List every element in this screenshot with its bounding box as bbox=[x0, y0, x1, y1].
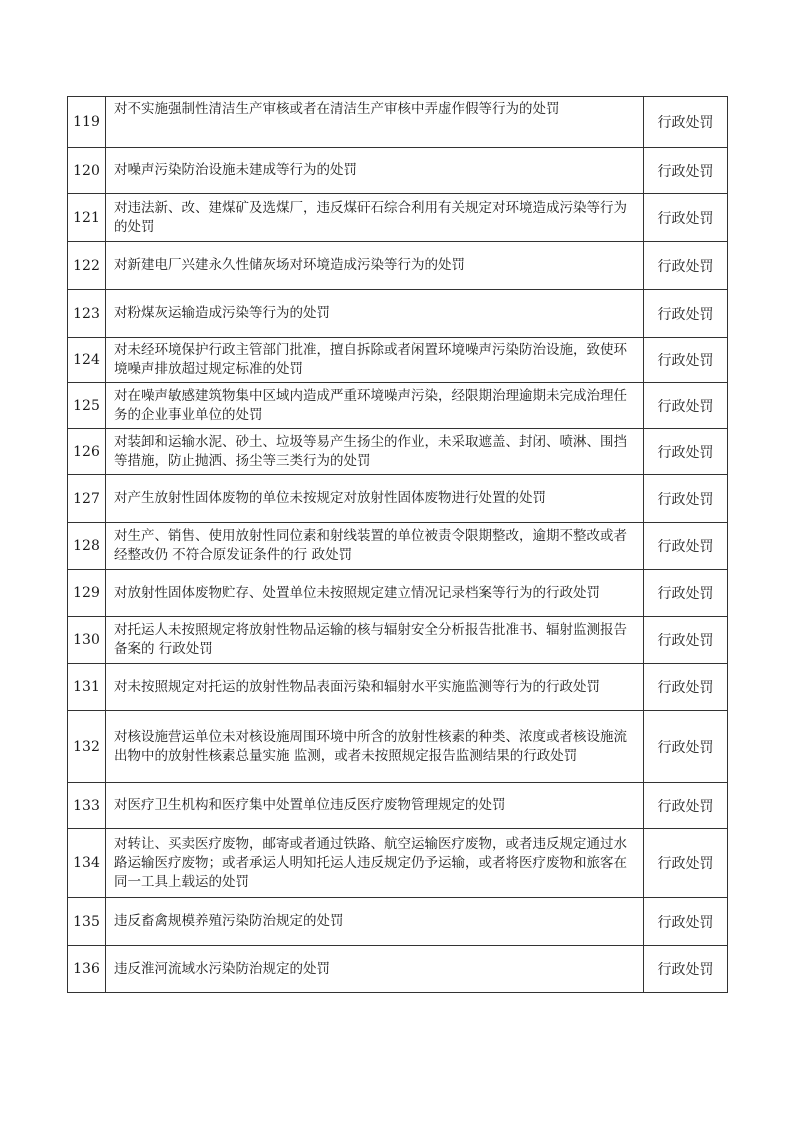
item-type: 行政处罚 bbox=[644, 475, 728, 523]
item-description: 对核设施营运单位未对核设施周围环境中所含的放射性核素的种类、浓度或者核设施流出物中的放射性核素总量实施 监测，或者未按照规定报告监测结果的行政处罚 bbox=[106, 711, 644, 783]
penalty-items-table bbox=[67, 96, 728, 993]
item-type: 行政处罚 bbox=[644, 523, 728, 570]
item-description: 对粉煤灰运输造成污染等行为的处罚 bbox=[106, 290, 644, 338]
item-number: 132 bbox=[68, 711, 106, 783]
item-number: 121 bbox=[68, 194, 106, 242]
item-number: 125 bbox=[68, 383, 106, 429]
item-type: 行政处罚 bbox=[644, 946, 728, 993]
table-row bbox=[68, 829, 728, 898]
item-description: 违反畜禽规模养殖污染防治规定的处罚 bbox=[106, 898, 644, 946]
table-row bbox=[68, 429, 728, 475]
item-type: 行政处罚 bbox=[644, 242, 728, 290]
item-type: 行政处罚 bbox=[644, 664, 728, 711]
item-type: 行政处罚 bbox=[644, 429, 728, 475]
item-number: 133 bbox=[68, 783, 106, 829]
item-number: 127 bbox=[68, 475, 106, 523]
item-type: 行政处罚 bbox=[644, 194, 728, 242]
table-row bbox=[68, 97, 728, 148]
item-number: 136 bbox=[68, 946, 106, 993]
table-row bbox=[68, 617, 728, 664]
table-row bbox=[68, 194, 728, 242]
item-type: 行政处罚 bbox=[644, 383, 728, 429]
table-row bbox=[68, 664, 728, 711]
item-type: 行政处罚 bbox=[644, 783, 728, 829]
item-number: 134 bbox=[68, 829, 106, 898]
item-number: 122 bbox=[68, 242, 106, 290]
item-type: 行政处罚 bbox=[644, 338, 728, 383]
item-description: 对新建电厂兴建永久性储灰场对环境造成污染等行为的处罚 bbox=[106, 242, 644, 290]
item-description: 对转让、买卖医疗废物，邮寄或者通过铁路、航空运输医疗废物，或者违反规定通过水路运输医疗废物；或者承运人明知托运人违反规定仍予运输，或者将医疗废物和旅客在同一工具上载运的处罚 bbox=[106, 829, 644, 898]
item-type: 行政处罚 bbox=[644, 829, 728, 898]
item-number: 124 bbox=[68, 338, 106, 383]
item-number: 135 bbox=[68, 898, 106, 946]
item-type: 行政处罚 bbox=[644, 570, 728, 617]
table-row bbox=[68, 898, 728, 946]
table-row bbox=[68, 783, 728, 829]
item-number: 120 bbox=[68, 148, 106, 194]
item-number: 123 bbox=[68, 290, 106, 338]
item-number: 119 bbox=[68, 97, 106, 148]
item-description: 对噪声污染防治设施未建成等行为的处罚 bbox=[106, 148, 644, 194]
item-description: 对不实施强制性清洁生产审核或者在清洁生产审核中弄虚作假等行为的处罚 bbox=[106, 97, 644, 148]
item-description: 对医疗卫生机构和医疗集中处置单位违反医疗废物管理规定的处罚 bbox=[106, 783, 644, 829]
table-row bbox=[68, 383, 728, 429]
item-number: 128 bbox=[68, 523, 106, 570]
item-number: 129 bbox=[68, 570, 106, 617]
item-description: 对装卸和运输水泥、砂土、垃圾等易产生扬尘的作业，未采取遮盖、封闭、喷淋、围挡等措施，防止抛洒、扬尘等三类行为的处罚 bbox=[106, 429, 644, 475]
table-row bbox=[68, 338, 728, 383]
table-row bbox=[68, 946, 728, 993]
item-type: 行政处罚 bbox=[644, 97, 728, 148]
item-type: 行政处罚 bbox=[644, 898, 728, 946]
item-description: 对托运人未按照规定将放射性物品运输的核与辐射安全分析报告批准书、辐射监测报告备案的 行政处罚 bbox=[106, 617, 644, 664]
item-description: 对未经环境保护行政主管部门批准，擅自拆除或者闲置环境噪声污染防治设施，致使环境噪声排放超过规定标准的处罚 bbox=[106, 338, 644, 383]
table-row bbox=[68, 711, 728, 783]
item-type: 行政处罚 bbox=[644, 711, 728, 783]
item-description: 对放射性固体废物贮存、处置单位未按照规定建立情况记录档案等行为的行政处罚 bbox=[106, 570, 644, 617]
table-row bbox=[68, 148, 728, 194]
table-row bbox=[68, 570, 728, 617]
item-description: 违反淮河流域水污染防治规定的处罚 bbox=[106, 946, 644, 993]
item-number: 131 bbox=[68, 664, 106, 711]
item-number: 126 bbox=[68, 429, 106, 475]
table-row bbox=[68, 290, 728, 338]
item-number: 130 bbox=[68, 617, 106, 664]
item-type: 行政处罚 bbox=[644, 290, 728, 338]
item-description: 对生产、销售、使用放射性同位素和射线装置的单位被责令限期整改，逾期不整改或者经整改仍 不符合原发证条件的行 政处罚 bbox=[106, 523, 644, 570]
item-description: 对在噪声敏感建筑物集中区域内造成严重环境噪声污染，经限期治理逾期未完成治理任务的企业事业单位的处罚 bbox=[106, 383, 644, 429]
table-row bbox=[68, 242, 728, 290]
item-description: 对产生放射性固体废物的单位未按规定对放射性固体废物进行处置的处罚 bbox=[106, 475, 644, 523]
item-description: 对未按照规定对托运的放射性物品表面污染和辐射水平实施监测等行为的行政处罚 bbox=[106, 664, 644, 711]
item-description: 对违法新、改、建煤矿及选煤厂，违反煤矸石综合利用有关规定对环境造成污染等行为的处罚 bbox=[106, 194, 644, 242]
item-type: 行政处罚 bbox=[644, 617, 728, 664]
table-row bbox=[68, 475, 728, 523]
table-row bbox=[68, 523, 728, 570]
item-type: 行政处罚 bbox=[644, 148, 728, 194]
